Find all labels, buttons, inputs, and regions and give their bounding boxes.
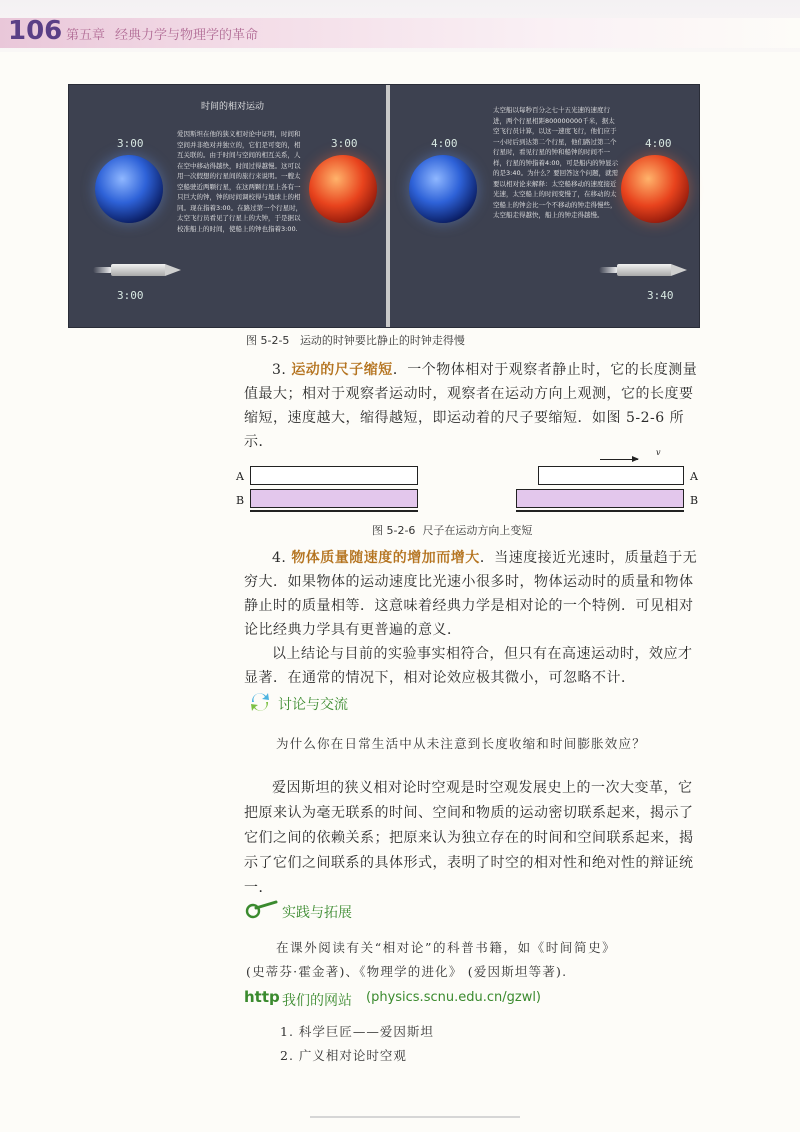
paragraph-mass-increase	[244, 546, 699, 642]
label-a-left: A	[236, 470, 244, 483]
red-planet-icon	[621, 155, 689, 223]
ruler-a-stationary	[250, 466, 418, 485]
practice-icon	[244, 900, 280, 920]
discussion-question: 为什么你在日常生活中从未注意到长度收缩和时间膨胀效应？	[276, 736, 646, 751]
caption-text: 运动的时钟要比静止的时钟走得慢	[299, 334, 465, 347]
blue-planet-icon	[409, 155, 477, 223]
label-a-right: A	[690, 470, 698, 483]
figure-left-text: 爱因斯坦在他的狭义相对论中证明，时间和空间并非绝对并独立的，它们是可变的，相互关联的。由于时间与空间的相互关系，人在空中移动得越快，时间过得越慢。这可以用一次假想的行星间的旅行来说明。一艘太空船驶近两颗行星，在这两颗行星上各有一只巨大的钟，钟的时间调校得与地球上的相同。现在指着3:00。在路过第一个行星时，太空飞行员看见了行星上的大钟，于是据以校准船上的时间，使船上的钟也指着3:00.	[177, 130, 303, 233]
clock-right-ship: 3:40	[647, 289, 674, 302]
clock-left-planet-red: 3:00	[331, 137, 358, 150]
baseline-right	[516, 510, 684, 512]
clock-left-planet-blue: 3:00	[117, 137, 144, 150]
paragraph-ruler-contraction	[244, 358, 699, 454]
label-b-left: B	[236, 494, 245, 507]
website-heading: 我们的网站	[282, 993, 352, 1009]
chapter-title: 经典力学与物理学的革命	[115, 28, 259, 43]
paragraph-text: ．一个物体相对于观察者静止时，它的长度测量值最大；相对于观察者运动时，观察者在运动方向上观测，它的长度要缩短，速度越大，缩得越短，即运动着的尺子要缩短．如图 5-2-6 所示．	[244, 362, 698, 450]
practice-line-2: (史蒂芬·霍金著)、《物理学的进化》 (爱因斯坦等著).	[246, 964, 568, 979]
page-number: 106	[8, 16, 63, 46]
website-url-link[interactable]: (physics.scnu.edu.cn/gzwl)	[366, 990, 542, 1005]
practice-line-1: 在课外阅读有关“相对论”的科普书籍，如《时间简史》	[276, 940, 617, 955]
figure-title: 时间的相对运动	[201, 102, 265, 112]
velocity-arrow-icon	[600, 459, 638, 460]
caption-label: 图 5-2-6	[372, 524, 416, 537]
caption-label: 图 5-2-5	[246, 334, 290, 347]
ruler-b-stationary	[250, 489, 418, 508]
website-link-item[interactable]: 2. 广义相对论时空观	[280, 1048, 407, 1063]
item-number: 3.	[272, 362, 292, 378]
figure-moving-clock	[68, 84, 700, 328]
website-link-list	[280, 1020, 434, 1068]
velocity-label: v	[656, 448, 661, 457]
discussion-icon	[248, 690, 272, 714]
label-b-right: B	[690, 494, 699, 507]
blue-planet-icon	[95, 155, 163, 223]
figure-526-caption	[372, 522, 532, 538]
highlight-term: 物体质量随速度的增加而增大	[291, 550, 480, 566]
caption-text: 尺子在运动方向上变短	[422, 524, 533, 537]
figure-right-text: 太空船以每秒百分之七十五光速的速度行进，两个行星相距800000000千米，据太空飞行员计算，以这一速度飞行，他们应于一小时后到达第二个行星，他们路过第二个行星时，看见行星的钟和船钟的时间不一样，行星的钟指着4:00，可是船内的钟显示的是3:40。为什么？要回答这个问题，就需要以相对论来解释：太空船移动的速度接近光速，太空船上的时间变慢了，在移动的太空船上的钟会比一个不移动的钟走得慢些，太空船走得越快，船上的钟走得越慢。	[493, 106, 619, 219]
website-link-item[interactable]: 1. 科学巨匠——爱因斯坦	[280, 1024, 434, 1039]
figure-divider	[386, 85, 390, 327]
item-number: 4.	[272, 550, 292, 566]
spaceship-icon	[617, 261, 689, 279]
chapter-number: 第五章	[66, 28, 106, 43]
practice-heading: 实践与拓展	[282, 905, 352, 921]
website-icon: http	[244, 988, 280, 1006]
figure-525-caption	[246, 332, 465, 348]
clock-left-ship: 3:00	[117, 289, 144, 302]
ruler-a-moving	[538, 466, 684, 485]
clock-right-planet-blue: 4:00	[431, 137, 458, 150]
page-header	[0, 0, 800, 52]
page-footer-line	[310, 1116, 520, 1118]
clock-right-planet-red: 4:00	[645, 137, 672, 150]
chapter-heading	[66, 24, 258, 43]
spaceship-icon	[111, 261, 183, 279]
baseline-left	[250, 510, 418, 512]
paragraph-text: ．当速度接近光速时，质量趋于无穷大．如果物体的运动速度比光速小很多时，物体运动时的质量和物体静止时的质量相等．这意味着经典力学是相对论的一个特例．可见相对论比经典力学具有更普遍的意义．	[244, 550, 698, 638]
paragraph-conclusion: 以上结论与目前的实验事实相符合，但只有在高速运动时，效应才显著．在通常的情况下，相对论效应极其微小，可忽略不计．	[244, 646, 693, 686]
red-planet-icon	[309, 155, 377, 223]
paragraph-spacetime: 爱因斯坦的狭义相对论时空观是时空观发展史上的一次大变革，它把原来认为毫无联系的时间、空间和物质的运动密切联系起来，揭示了它们之间的依赖关系；把原来认为独立存在的时间和空间联系起来，揭示了它们之间联系的具体形式，表明了时空的相对性和绝对性的辩证统一．	[244, 780, 694, 896]
highlight-term: 运动的尺子缩短	[291, 362, 393, 378]
ruler-b-stationary-right	[516, 489, 684, 508]
discussion-heading: 讨论与交流	[278, 697, 348, 713]
